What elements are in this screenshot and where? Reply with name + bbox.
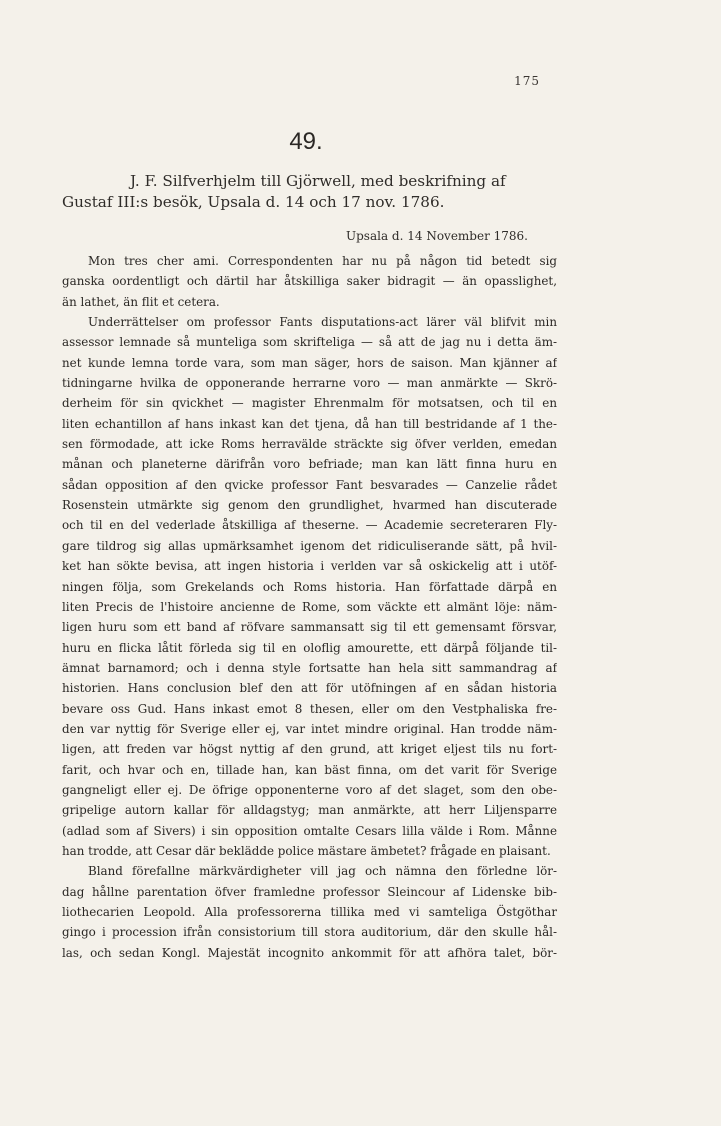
body-line: ningen följa, som Grekelands och Roms historia. Han författade därpå en xyxy=(62,579,557,594)
body-line: Bland förefallne märkvärdigheter vill jag och nämna den förledne lör- xyxy=(88,864,557,879)
body-line: tidningarne hvilka de opponerande herrarne voro — man anmärkte — Skrö- xyxy=(62,376,557,391)
letter-number: 49. xyxy=(289,128,323,155)
body-line: ämnat barnamord; och i denna style fortsatte han hela sitt sammandrag af xyxy=(62,660,557,675)
body-line: gingo i procession ifrån consistorium till stora auditorium, där den skulle hål- xyxy=(62,925,557,940)
body-line: den var nyttig för Sverige eller ej, var intet mindre original. Han trodde näm- xyxy=(62,721,557,736)
body-line: net kunde lemna torde vara, som man säger, hors de saison. Man kjänner af xyxy=(62,355,557,370)
body-line: sen förmodade, att icke Roms herravälde sträckte sig öfver verlden, emedan xyxy=(62,437,557,452)
body-line: gripelige autorn kallar för alldagstyg; man anmärkte, att herr Liljensparre xyxy=(62,803,557,818)
letter-heading xyxy=(62,171,557,213)
body-line: Underrättelser om professor Fants disputations-act lärer väl blifvit min xyxy=(88,315,557,330)
body-line: farit, och hvar och en, tillade han, kan bäst finna, om det varit för Sverige xyxy=(62,762,557,777)
body-line: (adlad som af Sivers) i sin opposition omtalte Cesars lilla välde i Rom. Månne xyxy=(62,823,557,838)
body-line: las, och sedan Kongl. Majestät incognito ankommit för att afhöra talet, bör- xyxy=(62,945,557,960)
body-line: ganska oordentligt och därtil har åtskilliga saker bidragit — än opasslighet, xyxy=(62,274,557,289)
heading-line: J. F. Silfverhjelm till Gjörwell, med beskrifning af xyxy=(130,172,506,190)
body-line: liothecarien Leopold. Alla professorerna tillika med vi samteliga Östgöthar xyxy=(62,905,557,919)
body-line: dag hållne parentation öfver framledne professor Sleincour af Lidenske bib- xyxy=(62,884,557,899)
heading-line: Gustaf III:s besök, Upsala d. 14 och 17 nov. 1786. xyxy=(62,193,445,211)
body-line: historien. Hans conclusion blef den att för utöfningen af en sådan historia xyxy=(62,681,557,696)
body-line: huru en flicka låtit förleda sig til en oloflig amourette, ett därpå följande til- xyxy=(62,640,557,655)
letter-body xyxy=(62,251,557,963)
body-line: liten echantillon af hans inkast kan det tjena, då han till bestridande af 1 the- xyxy=(62,416,557,431)
body-line: bevare oss Gud. Hans inkast emot 8 thesen, eller om den Vestphaliska fre- xyxy=(62,701,557,716)
page-number: 175 xyxy=(514,74,540,88)
body-line: gangneligt eller ej. De öfrige opponenterne voro af det slaget, som den obe- xyxy=(62,782,557,797)
body-line: derheim för sin qvickhet — magister Ehrenmalm för motsatsen, och til en xyxy=(62,396,557,411)
body-line: Rosenstein utmärkte sig genom den grundlighet, hvarmed han discuterade xyxy=(62,498,557,513)
body-line: gare tildrog sig allas upmärksamhet igenom det ridiculiserande sätt, på hvil- xyxy=(62,538,557,553)
body-line: ligen huru som ett band af röfvare sammansatt sig til ett gemensamt försvar, xyxy=(62,620,557,635)
body-line: månan och planeterne därifrån voro befriade; man kan lätt finna huru en xyxy=(62,457,557,472)
body-line: och til en del vederlade åtskilliga af theserne. — Academie secreteraren Fly- xyxy=(62,518,557,533)
body-line: Mon tres cher ami. Correspondenten har nu på någon tid betedt sig xyxy=(88,254,557,268)
body-line: assessor lemnade så munteliga som skrifteliga — så att de jag nu i detta äm- xyxy=(62,335,557,350)
body-line: sådan opposition af den qvicke professor Fant besvarades — Canzelie rådet xyxy=(62,477,557,492)
body-line: han trodde, att Cesar där beklädde police mästare ämbetet? frågade en plaisant. xyxy=(62,843,551,858)
body-line: ket han sökte bevisa, att ingen historia i verlden var så oskickelig att i utöf- xyxy=(62,559,557,574)
body-line: ligen, att freden var högst nyttig af den grund, att kriget eljest tils nu fort- xyxy=(62,742,557,757)
dateline: Upsala d. 14 November 1786. xyxy=(346,229,528,243)
body-line: liten Precis de l'histoire ancienne de Rome, som väckte ett almänt löje: näm- xyxy=(62,599,557,614)
body-line: än lathet, än flit et cetera. xyxy=(62,294,220,309)
